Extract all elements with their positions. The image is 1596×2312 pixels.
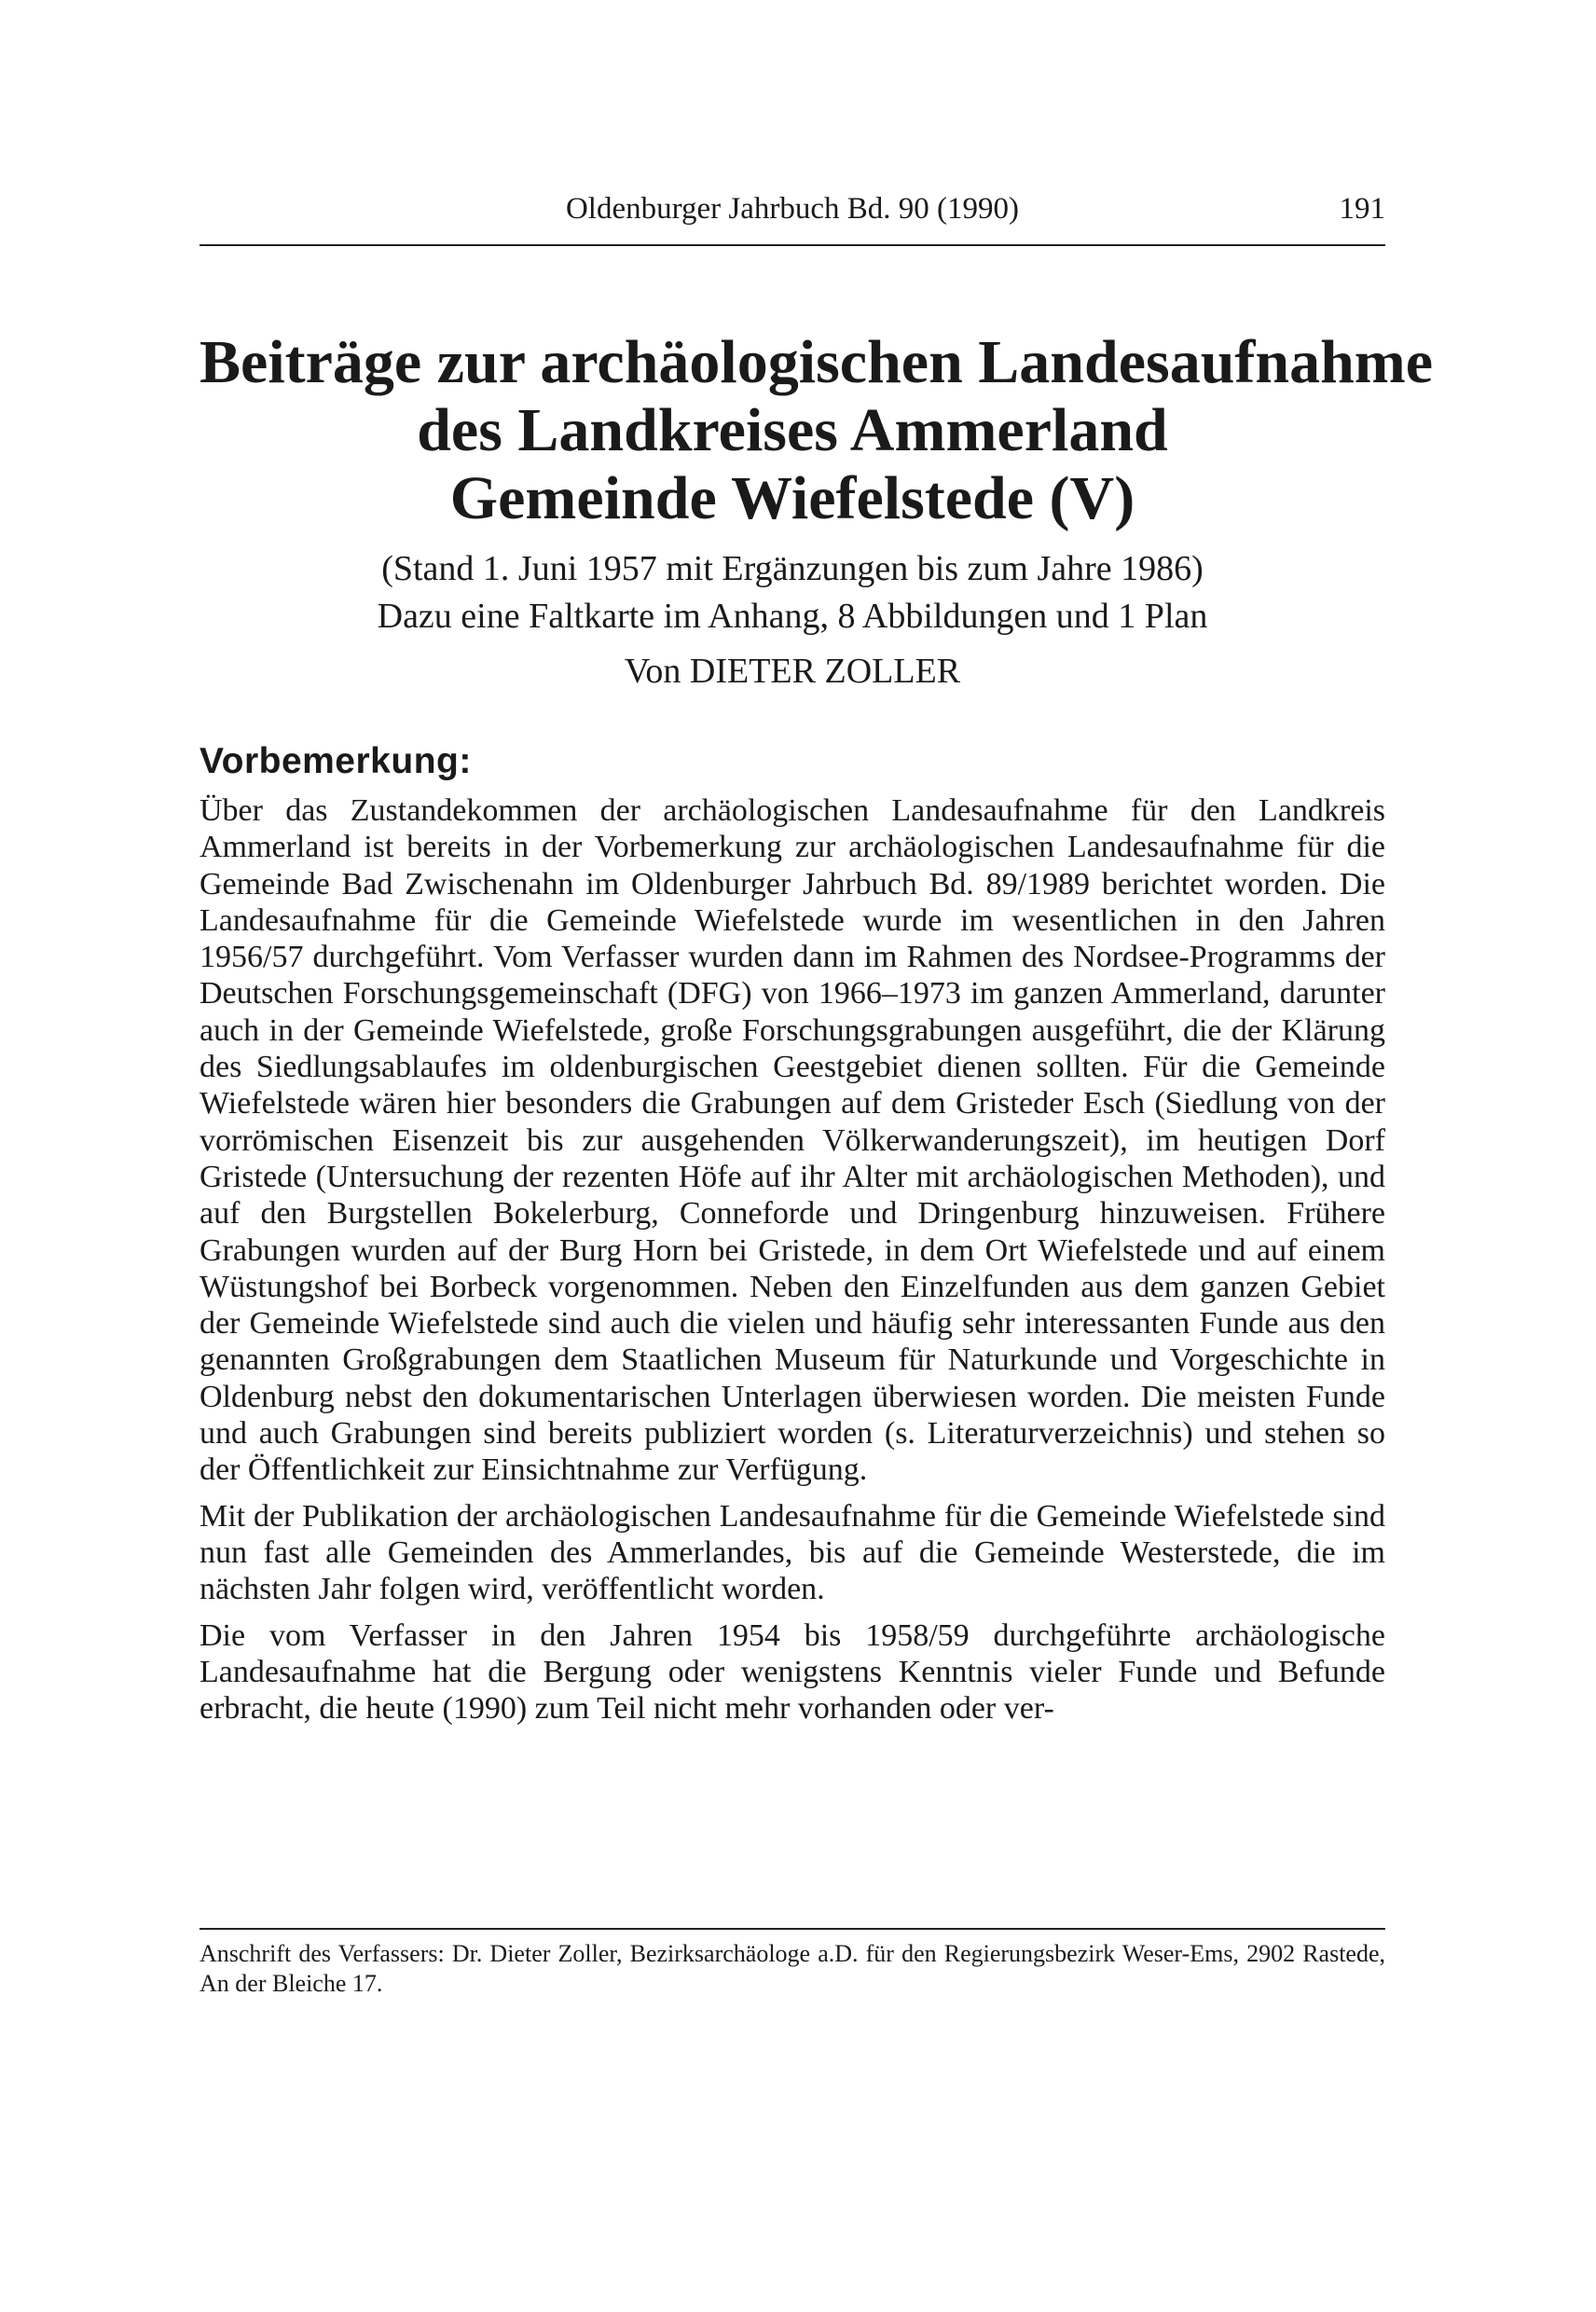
title-block: [200, 328, 1434, 696]
running-head: [200, 186, 1385, 235]
footnote-rule: [200, 1928, 1385, 1930]
article-title-line-1: Beiträge zur archäologischen Landesaufnahme: [200, 328, 1434, 396]
subtitle-line-1: (Stand 1. Juni 1957 mit Ergänzungen bis zum Jahre 1986): [381, 549, 1204, 588]
page-number: 191: [1339, 192, 1385, 226]
subtitle-line-2: Dazu eine Faltkarte im Anhang, 8 Abbildungen und 1 Plan: [377, 597, 1208, 636]
journal-title: Oldenburger Jahrbuch Bd. 90 (1990): [565, 192, 1020, 226]
body-text: [200, 792, 1385, 1736]
header-rule: [200, 244, 1385, 246]
paragraph: Die vom Verfasser in den Jahren 1954 bis 1958/59 durchgeführte archäologische Landesaufnahme hat die Bergung oder wenigstens Kenntnis vieler Funde und Befunde erbracht, die heute (1990) zum Teil nicht mehr vorhanden oder ver-: [200, 1617, 1385, 1727]
paragraph: Mit der Publikation der archäologischen Landesaufnahme für die Gemeinde Wiefelstede sind nun fast alle Gemeinden des Ammerlandes, bis auf die Gemeinde Westerstede, die im nächsten Jahr folgen wird, veröffentlicht worden.: [200, 1498, 1385, 1607]
article-title-line-2: des Landkreises Ammerland: [417, 396, 1168, 464]
section-heading: Vorbemerkung:: [200, 741, 472, 781]
author-address-footnote: Anschrift des Verfassers: Dr. Dieter Zoller, Bezirksarchäologe a.D. für den Regierungsbezirk Weser-Ems, 2902 Rastede, An der Bleiche 17.: [200, 1940, 1385, 1997]
article-title-line-3: Gemeinde Wiefelstede (V): [449, 464, 1135, 532]
paragraph: Über das Zustandekommen der archäologischen Landesaufnahme für den Landkreis Ammerland ist bereits in der Vorbemerkung zur archäologischen Landesaufnahme für die Gemeinde Bad Zwischenahn im Oldenburger Jahrbuch Bd. 89/1989 berichtet worden. Die Landesaufnahme für die Gemeinde Wiefelstede wurde im wesentlichen in den Jahren 1956/57 durchgeführt. Vom Verfasser wurden dann im Rahmen des Nordsee-Programms der Deutschen Forschungsgemeinschaft (DFG) von 1966–1973 im ganzen Ammerland, darunter auch in der Gemeinde Wiefelstede, große Forschungsgrabungen ausgeführt, die der Klärung des Siedlungsablaufes im oldenburgischen Geestgebiet dienen sollten. Für die Gemeinde Wiefelstede wären hier besonders die Grabungen auf dem Gristeder Esch (Siedlung von der vorrömischen Eisenzeit bis zur ausgehenden Völkerwanderungszeit), im heutigen Dorf Gristede (Untersuchung der rezenten Höfe auf ihr Alter mit archäologischen Methoden), und auf den Burgstellen Bokelerburg, Conneforde und Dringenburg hinzuweisen. Frühere Grabungen wurden auf der Burg Horn bei Gristede, in dem Ort Wiefelstede und auf einem Wüstungshof bei Borbeck vorgenommen. Neben den Einzelfunden aus dem ganzen Gebiet der Gemeinde Wiefelstede sind auch die vielen und häufig sehr interessanten Funde aus den genannten Großgrabungen dem Staatlichen Museum für Naturkunde und Vorgeschichte in Oldenburg nebst den dokumentarischen Unterlagen überwiesen worden. Die meisten Funde und auch Grabungen sind bereits publiziert worden (s. Literaturverzeichnis) und stehen so der Öffentlichkeit zur Einsichtnahme zur Verfügung.: [200, 793, 1385, 1488]
author-byline: Von DIETER ZOLLER: [624, 652, 961, 691]
